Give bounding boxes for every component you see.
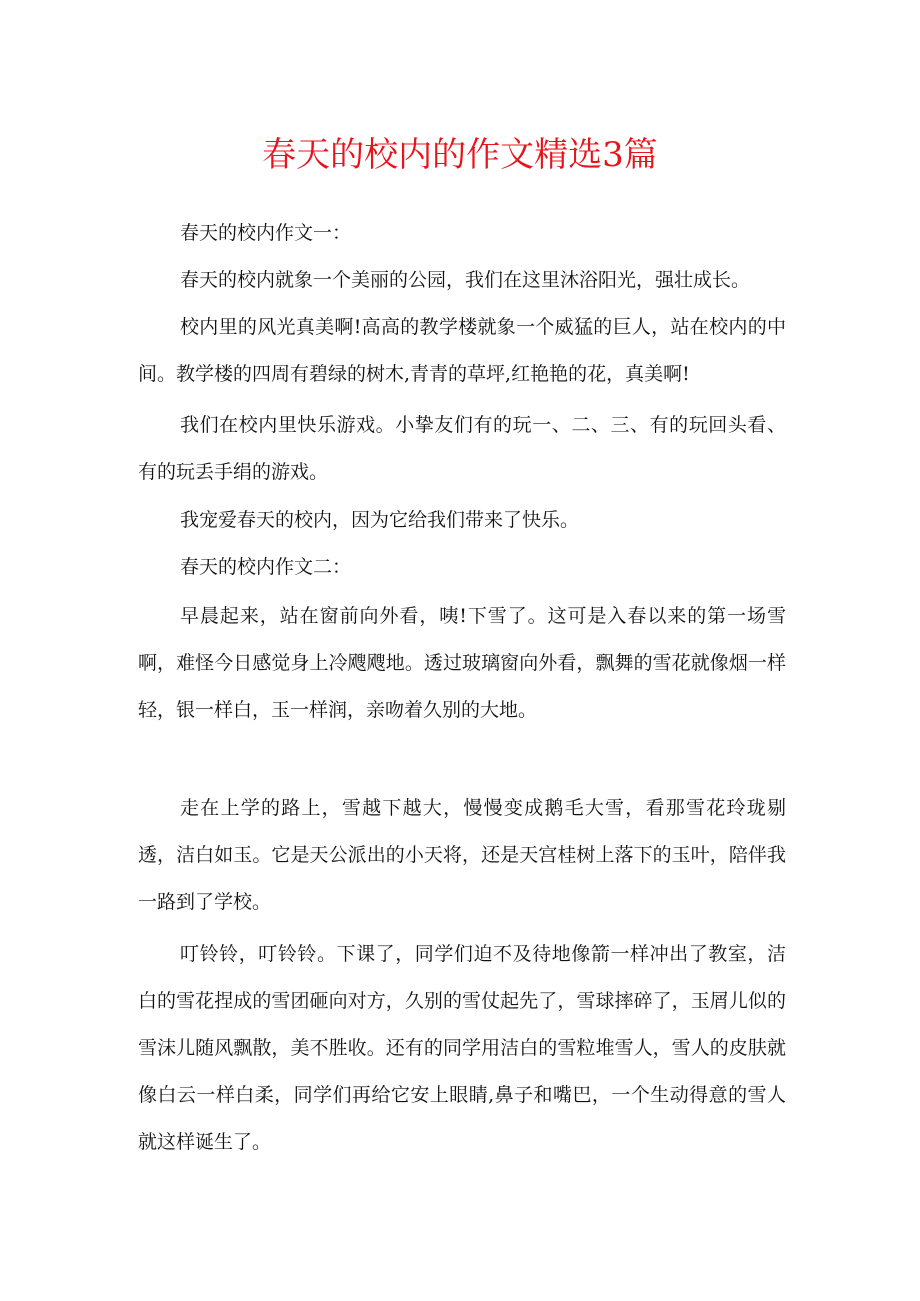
paragraph: 春天的校内就象一个美丽的公园，我们在这里沐浴阳光，强壮成长。 bbox=[180, 269, 751, 291]
paragraph-heading-two: 春天的校内作文二： bbox=[180, 556, 352, 578]
paragraph: 叮铃铃，叮铃铃。下课了，同学们迫不及待地像箭一样冲出了教室，洁白的雪花捏成的雪团砸向对方，久别的雪仗起先了，雪球摔碎了，玉屑儿似的雪沫儿随风飘散，美不胜收。还有的同学用洁白的雪粒堆雪人，雪人的皮肤就像白云一样白柔，同学们再给它安上眼睛,鼻子和嘴巴，一个生动得意的雪人就这样诞生了。 bbox=[138, 943, 786, 1153]
paragraph: 早晨起来，站在窗前向外看，咦!下雪了。这可是入春以来的第一场雪啊，难怪今日感觉身上冷飕飕地。透过玻璃窗向外看，飘舞的雪花就像烟一样轻，银一样白，玉一样润，亲吻着久别的大地。 bbox=[138, 605, 786, 721]
paragraph: 校内里的风光真美啊!高高的教学楼就象一个威猛的巨人，站在校内的中间。教学楼的四周有碧绿的树木,青青的草坪,红艳艳的花，真美啊! bbox=[138, 316, 786, 385]
paragraph: 走在上学的路上，雪越下越大，慢慢变成鹅毛大雪，看那雪花玲珑剔透，洁白如玉。它是天公派出的小天将，还是天宫桂树上落下的玉叶，陪伴我一路到了学校。 bbox=[138, 797, 786, 913]
paragraph-heading-one: 春天的校内作文一： bbox=[180, 222, 352, 244]
paragraph: 我宠爱春天的校内，因为它给我们带来了快乐。 bbox=[180, 509, 580, 531]
page-title: 春天的校内的作文精选3篇 bbox=[262, 135, 658, 175]
paragraph: 我们在校内里快乐游戏。小挚友们有的玩一、二、三、有的玩回头看、有的玩丢手绢的游戏。 bbox=[138, 414, 786, 483]
